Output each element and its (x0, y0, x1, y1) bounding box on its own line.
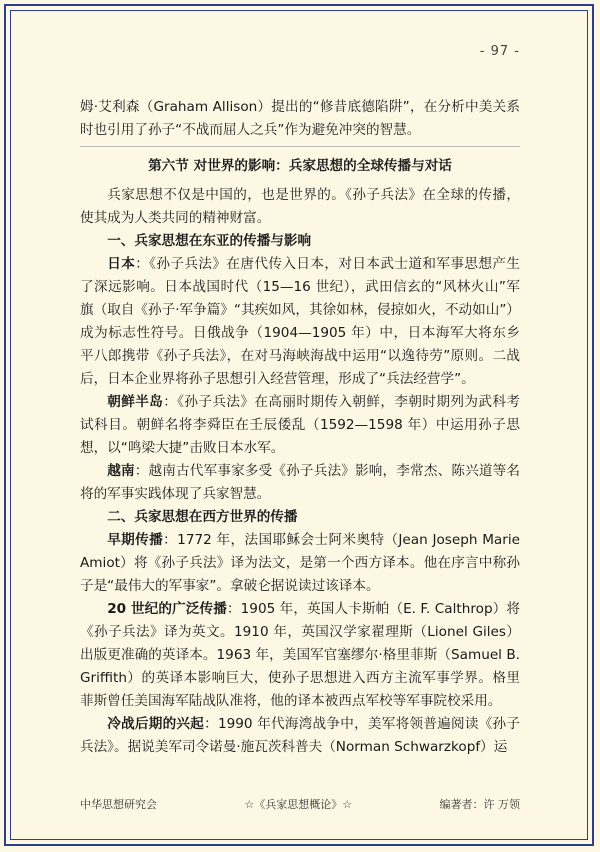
paragraph-early (80, 529, 520, 598)
page-number: - 97 - (479, 44, 520, 59)
footer-author: 编著者：许 万领 (439, 798, 520, 811)
carry-over-paragraph: 姆·艾利森（Graham Allison）提出的“修昔底德陷阱”，在分析中美关系时也引用了孙子“不战而屈人之兵”作为避免冲突的智慧。 (80, 99, 520, 138)
lead-vietnam: 越南 (107, 463, 135, 479)
lead-post-cold-war: 冷战后期的兴起 (107, 716, 205, 732)
page-footer (80, 796, 520, 812)
footer-book-title: ☆《兵家思想概论》☆ (244, 798, 353, 811)
heading-west: 二、兵家思想在西方世界的传播 (107, 509, 298, 525)
lead-japan: 日本 (107, 256, 136, 272)
text-korea: ：《孙子兵法》在高丽时期传入朝鲜，李朝时期列为武科考试科目。朝鲜名将李舜臣在壬辰倭乱（1592—1598 年）中运用孙子思想，以“鸣梁大捷”击败日本水军。 (80, 394, 521, 456)
lead-20th-century: 20 世纪的广泛传播 (107, 601, 227, 617)
footer-organization: 中华思想研究会 (80, 798, 157, 811)
paragraph-japan (80, 253, 520, 391)
lead-early: 早期传播 (107, 532, 164, 548)
text-early: ：1772 年，法国耶稣会士阿米奥特（Jean Joseph Marie Amiot）将《孙子兵法》译为法文，是第一个西方译本。他在序言中称孙子是“最伟大的军事家”。拿破仑据说读过该译本。 (80, 532, 520, 594)
section-title: 第六节 对世界的影响：兵家思想的全球传播与对话 (80, 146, 520, 178)
text-post-cold-war: ：1990 年代海湾战争中，美军将领普遍阅读《孙子兵法》。据说美军司令诺曼·施瓦茨科普夫（Norman Schwarzkopf）运 (80, 716, 520, 755)
paragraph-vietnam (80, 460, 520, 506)
heading-east-asia: 一、兵家思想在东亚的传播与影响 (107, 233, 312, 249)
paragraph-korea (80, 391, 520, 460)
page-content (80, 96, 520, 759)
text-vietnam: ：越南古代军事家多受《孙子兵法》影响，李常杰、陈兴道等名将的军事实践体现了兵家智慧。 (80, 463, 521, 502)
text-japan: ：《孙子兵法》在唐代传入日本，对日本武士道和军事思想产生了深远影响。日本战国时代（15—16 世纪），武田信玄的“风林火山”军旗（取自《孙子·军争篇》“其疾如风，其徐如林，侵掠如火，不动如山”）成为标志性符号。日俄战争（1904—1905 年）中，日本海军大将东乡平八郎携带《孙子兵法》，在对马海峡海战中运用“以逸待劳”原则。二战后，日本企业界将孙子思想引入经营管理，形成了“兵法经营学”。 (80, 256, 521, 387)
lead-korea: 朝鲜半岛 (107, 394, 164, 410)
intro-paragraph: 兵家思想不仅是中国的，也是世界的。《孙子兵法》在全球的传播，使其成为人类共同的精神财富。 (80, 187, 520, 226)
paragraph-post-cold-war (80, 713, 520, 759)
text-20th-century: ：1905 年，英国人卡斯帕（E. F. Calthrop）将《孙子兵法》译为英文。1910 年，英国汉学家翟理斯（Lionel Giles）出版更准确的英译本。1963 年，美国军官塞缪尔·格里菲斯（Samuel B. Griffith）的英译本影响巨大，使孙子思想进入西方主流军事学界。格里菲斯曾任美国海军陆战队准将，他的译本被西点军校等军事院校采用。 (80, 601, 521, 709)
paragraph-20th-century (80, 598, 520, 713)
